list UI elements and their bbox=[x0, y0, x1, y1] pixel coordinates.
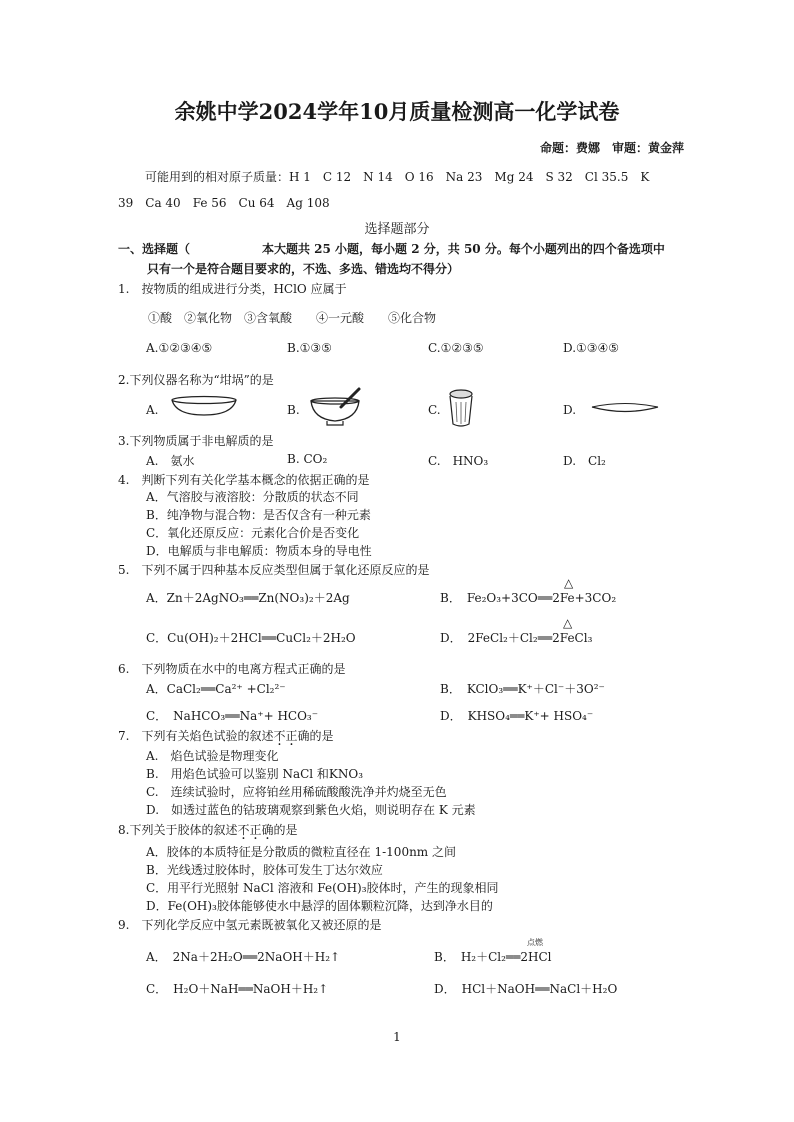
section-title: 选择题部分 bbox=[364, 222, 430, 237]
question-2-stem: 2.下列仪器名称为“坩埚”的是 bbox=[118, 373, 274, 387]
question-3-option-a: A. 氨水 bbox=[146, 454, 195, 468]
question-8-option-a: A．胶体的本质特征是分散质的微粒直径在 1-100nm 之间 bbox=[146, 845, 456, 859]
question-1-option-b: B.①③⑤ bbox=[287, 341, 332, 355]
question-2-option-a: A. bbox=[146, 403, 159, 417]
question-7-stem-suffix: 确的是 bbox=[297, 729, 334, 743]
question-8-stem bbox=[118, 821, 298, 838]
question-1-option-d: D.①③④⑤ bbox=[563, 341, 620, 355]
question-8-stem-prefix: 8.下列关于胶体的叙述 bbox=[118, 823, 238, 837]
question-2-option-b: B. bbox=[287, 403, 300, 417]
question-8-stem-suffix: 的是 bbox=[273, 823, 298, 837]
question-9-option-a: A． 2Na＋2H₂O══2NaOH＋H₂↑ bbox=[146, 950, 341, 964]
question-8-option-b: B．光线透过胶体时，胶体可发生丁达尔效应 bbox=[146, 863, 383, 877]
question-5-stem: 5. 下列不属于四种基本反应类型但属于氧化还原反应的是 bbox=[118, 563, 430, 577]
question-7-stem bbox=[118, 727, 334, 744]
question-4-option-c: C．氧化还原反应：元素化合价是否变化 bbox=[146, 526, 360, 540]
emphasis-char: 不 bbox=[273, 729, 286, 743]
question-5-option-b: B． Fe₂O₃+3CO══2Fe+3CO₂ bbox=[440, 591, 617, 605]
atomic-masses-line-2: 39 Ca 40 Fe 56 Cu 64 Ag 108 bbox=[118, 196, 330, 210]
mortar-pestle-icon bbox=[305, 387, 365, 427]
question-9-stem: 9. 下列化学反应中氢元素既被氧化又被还原的是 bbox=[118, 918, 382, 932]
page-number: 1 bbox=[393, 1030, 401, 1044]
question-4-option-a: A．气溶胶与液溶胶：分散质的状态不同 bbox=[146, 490, 359, 504]
question-7-option-a: A. 焰色试验是物理变化 bbox=[146, 749, 279, 763]
question-1-option-a: A.①②③④⑤ bbox=[146, 341, 213, 355]
watch-glass-icon bbox=[590, 402, 660, 416]
question-3-stem: 3.下列物质属于非电解质的是 bbox=[118, 434, 274, 448]
question-8-option-d: D．Fe(OH)₃胶体能够使水中悬浮的固体颗粒沉降，达到净水目的 bbox=[146, 899, 493, 913]
question-2-option-c: C. bbox=[428, 403, 441, 417]
question-4-stem: 4. 判断下列有关化学基本概念的依据正确的是 bbox=[118, 473, 370, 487]
question-5-option-c: C．Cu(OH)₂＋2HCl══CuCl₂＋2H₂O bbox=[146, 631, 356, 645]
emphasis-char: 正 bbox=[285, 729, 298, 743]
crucible-icon bbox=[448, 388, 474, 428]
question-2-option-d: D. bbox=[563, 403, 577, 417]
question-9-option-c: C． H₂O＋NaH══NaOH＋H₂↑ bbox=[146, 982, 329, 996]
heat-symbol-b: △ bbox=[564, 576, 574, 590]
question-5-option-d: D． 2FeCl₂＋Cl₂══2FeCl₃ bbox=[440, 631, 593, 645]
question-3-option-b: B. CO₂ bbox=[287, 452, 328, 466]
part1-instructions-line1: 一、选择题（ 本大题共 25 小题，每小题 2 分，共 50 分。每个小题列出的四个备选项中 bbox=[118, 242, 665, 256]
evaporating-dish-icon bbox=[170, 395, 238, 419]
question-5-option-a: A．Zn＋2AgNO₃══Zn(NO₃)₂＋2Ag bbox=[146, 591, 350, 605]
question-6-stem: 6. 下列物质在水中的电离方程式正确的是 bbox=[118, 662, 346, 676]
emphasis-char: 正 bbox=[249, 823, 262, 837]
question-7-stem-prefix: 7. 下列有关焰色试验的叙述 bbox=[118, 729, 274, 743]
question-7-option-b: B. 用焰色试验可以鉴别 NaCl 和KNO₃ bbox=[146, 767, 364, 781]
heat-symbol-d: △ bbox=[563, 616, 573, 630]
question-1-option-c: C.①②③⑤ bbox=[428, 341, 484, 355]
part1-instructions-line2: 只有一个是符合题目要求的，不选、多选、错选均不得分） bbox=[147, 262, 460, 276]
atomic-masses-line-1: 可能用到的相对原子质量：H 1 C 12 N 14 O 16 Na 23 Mg 24 S 32 Cl 35.5 K bbox=[145, 170, 650, 184]
authors-line: 命题：费娜 审题：黄金萍 bbox=[539, 141, 684, 155]
question-7-option-d: D. 如透过蓝色的钴玻璃观察到紫色火焰，则说明存在 K 元素 bbox=[146, 803, 476, 817]
question-7-option-c: C. 连续试验时，应将铂丝用稀硫酸酸洗净并灼烧至无色 bbox=[146, 785, 447, 799]
question-9-option-d: D． HCl＋NaOH══NaCl＋H₂O bbox=[434, 982, 618, 996]
question-6-option-c: C． NaHCO₃══Na⁺+ HCO₃⁻ bbox=[146, 709, 319, 723]
question-3-option-d: D. Cl₂ bbox=[563, 454, 606, 468]
question-9-option-b: B． H₂＋Cl₂══2HCl bbox=[434, 950, 552, 964]
emphasis-char: 确 bbox=[261, 823, 274, 837]
exam-title: 余姚中学2024学年10月质量检测高一化学试卷 bbox=[174, 99, 620, 124]
question-1-items: ①酸 ②氧化物 ③含氧酸 ④一元酸 ⑤化合物 bbox=[148, 311, 437, 325]
question-6-option-b: B． KClO₃══K⁺＋Cl⁻＋3O²⁻ bbox=[440, 682, 605, 696]
question-4-option-b: B．纯净物与混合物：是否仅含有一种元素 bbox=[146, 508, 371, 522]
question-4-option-d: D．电解质与非电解质：物质本身的导电性 bbox=[146, 544, 372, 558]
question-3-option-c: C. HNO₃ bbox=[428, 454, 489, 468]
emphasis-char: 不 bbox=[237, 823, 250, 837]
question-8-option-c: C．用平行光照射 NaCl 溶液和 Fe(OH)₃胶体时，产生的现象相同 bbox=[146, 881, 499, 895]
ignition-condition: 点燃 bbox=[527, 938, 543, 947]
question-6-option-a: A．CaCl₂══Ca²⁺ +Cl₂²⁻ bbox=[146, 682, 286, 696]
question-1-stem: 1. 按物质的组成进行分类，HClO 应属于 bbox=[118, 282, 347, 296]
question-6-option-d: D． KHSO₄══K⁺+ HSO₄⁻ bbox=[440, 709, 594, 723]
